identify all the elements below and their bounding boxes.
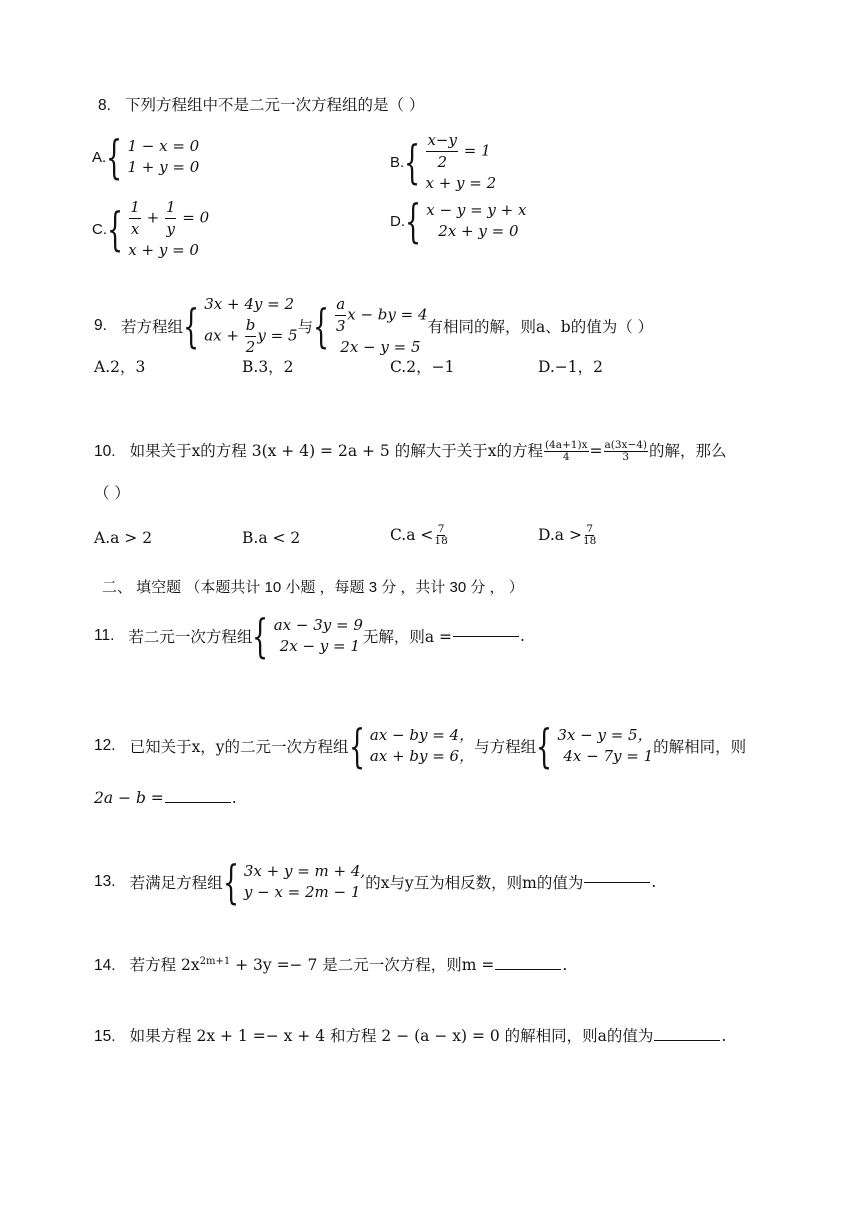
section-2-header: 二、 填空题 （本题共计 10 小题 ，每题 3 分 ，共计 30 分 ， ）	[102, 579, 524, 596]
q9-option-c: C.2，−1	[390, 358, 455, 376]
q8-option-c: C. { $\frac{1}{x}$ + $\frac{1}{y}$ = 0 x + y = 0	[92, 198, 210, 259]
question-15: 15. 如果方程 2x + 1 =− x + 4 和方程 2 − (a − x) = 0 的解相同，则a的值为 .	[94, 1027, 727, 1045]
q15-answer-blank[interactable]	[654, 1040, 720, 1041]
question-13: 13. 若满足方程组 { 3x + y = m + 4, y − x = 2m − 1 的x与y互为相反数，则m的值为 .	[94, 855, 657, 909]
q11-answer-blank[interactable]	[453, 636, 519, 637]
question-12: 12. 已知关于x，y的二元一次方程组 { ax − by = 4， ax + by = 6， 与方程组 { 3x − y = 5， 4x − 7y = 1 的解相同，则	[94, 719, 747, 773]
q12-answer-blank[interactable]	[165, 802, 231, 803]
question-8-stem: 8. 下列方程组中不是二元一次方程组的是（ ）	[98, 96, 425, 114]
question-11: 11. 若二元一次方程组 { ax − 3y = 9 2x − y = 1 无解，则a = .	[94, 609, 525, 663]
q8-option-d: D. { x − y = y + x 2x + y = 0	[390, 194, 527, 248]
q8-option-a: A. { 1 − x = 0 1 + y = 0	[92, 130, 200, 184]
q9-option-b: B.3，2	[242, 358, 294, 376]
q10-answer-paren: （ ）	[94, 484, 130, 502]
question-9-stem: 9. 若方程组 { 3x + 4y = 2 ax + $\frac{b}{2}$ y = 5 与 { $\frac{a}{3}$ x − by = 4 2x − y = 5 有相同的解，则a、b的值为（ ）	[94, 295, 654, 356]
q14-answer-blank[interactable]	[495, 969, 561, 970]
q8-option-b: B. { $\frac{x-y}{2}$ = 1 x + y = 2	[390, 131, 497, 192]
question-12-line-2: 2a − b = .	[94, 789, 237, 807]
q10-option-b: B.a < 2	[242, 529, 301, 547]
q9-option-a: A.2，3	[94, 358, 146, 376]
q10-option-d: D.a > $\frac{7}{18}$	[538, 523, 597, 548]
q10-option-c: C.a < $\frac{7}{18}$	[390, 523, 448, 548]
q13-answer-blank[interactable]	[584, 882, 650, 883]
q9-option-d: D.−1，2	[538, 358, 604, 376]
q10-option-a: A.a > 2	[94, 529, 153, 547]
question-10-stem: 10. 如果关于x的方程 3(x + 4) = 2a + 5 的解大于关于x的方程 $\frac{(4a+1)x}{4}$ = $\frac{a(3x-4)}{3}$ 的解，那么	[94, 439, 727, 464]
question-14: 14. 若方程 $2x^{2m+1} + 3y =- 7$ 是二元一次方程，则m = .	[94, 956, 568, 975]
